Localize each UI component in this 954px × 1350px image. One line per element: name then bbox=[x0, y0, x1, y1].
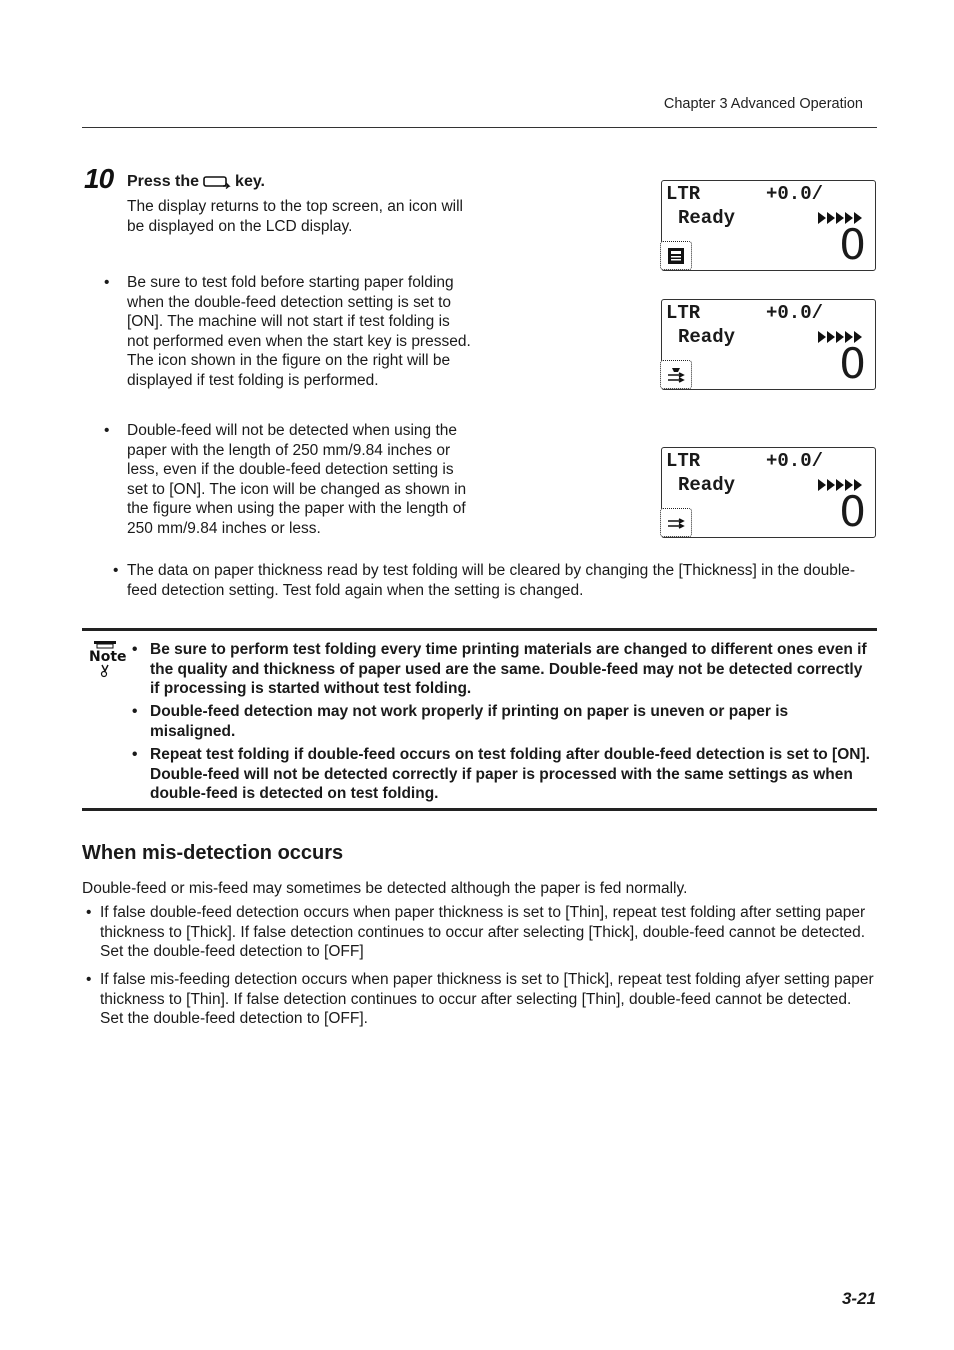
step-number: 10 bbox=[84, 163, 114, 194]
bullet-text: Be sure to test fold before starting paper folding when the double-feed detection setting is set to [ON]. The machine will not start if test folding is not performed even when the start key is pressed. The icon shown in the figure on the right will be displayed if test folding is performed. bbox=[127, 274, 471, 389]
section-title: When mis-detection occurs bbox=[82, 842, 344, 864]
section-text: If false mis-feeding detection occurs when paper thickness is set to [Thick], repeat test folding afyer setting paper thickness to [Thin]. If false detection continues to occur after selecting [Thin], double-feed cannot be detected. Set the double-feed detection to [OFF]. bbox=[100, 971, 874, 1027]
lcd-paper-size: LTR bbox=[666, 183, 701, 205]
note-icon bbox=[88, 640, 127, 678]
section-marker: • bbox=[86, 971, 92, 988]
note-text: Double-feed detection may not work properly if printing on paper is uneven or paper is misaligned. bbox=[150, 703, 789, 740]
lcd-count: 0 bbox=[839, 339, 866, 388]
step-description: The display returns to the top screen, an icon will be displayed on the LCD display. bbox=[127, 198, 464, 235]
step-title-prefix: Press the bbox=[127, 173, 200, 190]
lcd-display bbox=[661, 299, 876, 390]
section-text: If false double-feed detection occurs when paper thickness is set to [Thin], repeat test folding after setting paper thickness to [Thick]. If false detection continues to occur after selecting [Thick], double-feed cannot be detected. Set the double-feed detection to [OFF] bbox=[100, 904, 866, 960]
note-marker: • bbox=[132, 746, 138, 763]
bullet-marker: • bbox=[113, 562, 119, 579]
lcd-offset: +0.0/ bbox=[766, 302, 824, 324]
bullet-marker: • bbox=[104, 422, 110, 439]
svg-text:Note: Note bbox=[89, 649, 127, 665]
return-key-icon bbox=[203, 175, 231, 189]
lcd-status: Ready bbox=[678, 207, 736, 229]
lcd-count: 0 bbox=[839, 220, 866, 269]
lcd-display bbox=[661, 447, 876, 538]
bullet-text: The data on paper thickness read by test folding will be cleared by changing the [Thickness] in the double-feed detection setting. Test fold again when the setting is changed. bbox=[127, 562, 856, 599]
page-number: 3-21 bbox=[841, 1289, 876, 1308]
double-feed-off-icon bbox=[660, 508, 692, 537]
lcd-status: Ready bbox=[678, 474, 736, 496]
step-title bbox=[127, 173, 265, 191]
note-marker: • bbox=[132, 703, 138, 720]
section-marker: • bbox=[86, 904, 92, 921]
lcd-status: Ready bbox=[678, 326, 736, 348]
section-item bbox=[86, 970, 877, 1029]
note-text: Repeat test folding if double-feed occurs on test folding after double-feed detection is set to [ON]. Double-feed will not be detected correctly if paper is processed with the same settings as when double-feed is detected on test folding. bbox=[150, 746, 870, 802]
bullet-item bbox=[104, 273, 472, 390]
lcd-count: 0 bbox=[839, 487, 866, 536]
lcd-display bbox=[661, 180, 876, 271]
note-marker: • bbox=[132, 641, 138, 658]
note-item bbox=[132, 702, 875, 741]
chapter-header: Chapter 3 Advanced Operation bbox=[663, 96, 863, 112]
note-item bbox=[132, 745, 875, 804]
lcd-paper-size: LTR bbox=[666, 450, 701, 472]
note-top-rule bbox=[82, 628, 877, 631]
note-bottom-rule bbox=[82, 808, 877, 811]
section-intro: Double-feed or mis-feed may sometimes be detected although the paper is fed normally. bbox=[82, 880, 688, 897]
note-text: Be sure to perform test folding every time printing materials are changed to different ones even if the quality and thickness of paper used are the same. Double-feed may not be detected correctly if processing is started without test folding. bbox=[150, 641, 867, 697]
bullet-item bbox=[104, 421, 477, 538]
bullet-text: Double-feed will not be detected when using the paper with the length of 250 mm/9.84 inches or less, even if the double-feed detection setting is set to [ON]. The icon will be changed as shown in the figure when using the paper with the length of 250 mm/9.84 inches or less. bbox=[127, 422, 467, 537]
header-rule bbox=[82, 127, 877, 128]
lcd-paper-size: LTR bbox=[666, 302, 701, 324]
note-item bbox=[132, 640, 875, 699]
bullet-marker: • bbox=[104, 274, 110, 291]
bullet-item bbox=[113, 561, 872, 600]
test-fold-done-icon bbox=[660, 360, 692, 389]
lcd-offset: +0.0/ bbox=[766, 183, 824, 205]
double-feed-on-icon bbox=[660, 241, 692, 270]
step-title-suffix: key. bbox=[235, 173, 265, 190]
lcd-offset: +0.0/ bbox=[766, 450, 824, 472]
section-item bbox=[86, 903, 877, 962]
